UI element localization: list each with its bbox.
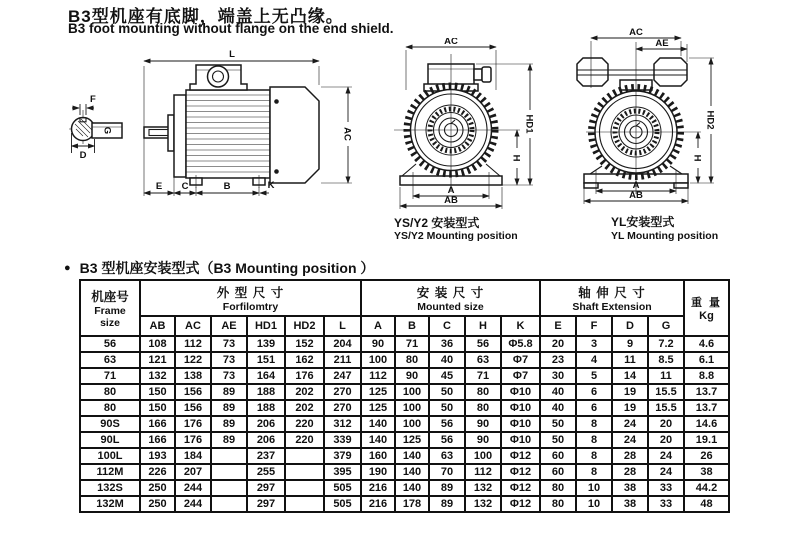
frame-cell: 80 [80, 400, 140, 416]
dim-cell: 140 [395, 448, 429, 464]
dim-cell: 11 [612, 352, 648, 368]
dim-cell: 505 [324, 480, 361, 496]
dim-cell [211, 448, 247, 464]
dim-cell: 220 [285, 416, 324, 432]
table-row [80, 336, 729, 352]
frame-size-header [80, 280, 140, 336]
group-mounted-zh: 安 装 尺 寸 [416, 286, 485, 300]
dim-cell: 150 [140, 384, 175, 400]
dim-cell: 63 [429, 448, 465, 464]
dim-cell: 33 [648, 496, 684, 512]
column-header-c: C [429, 316, 465, 336]
group-shaft-zh: 轴 伸 尺 寸 [578, 286, 646, 300]
column-header-f: F [576, 316, 612, 336]
dim-cell: 140 [395, 464, 429, 480]
dim-cell: 90 [361, 336, 395, 352]
dim-cell [211, 480, 247, 496]
column-header-l: L [324, 316, 361, 336]
dim-cell: 100 [395, 416, 429, 432]
dim-cell: 100 [361, 352, 395, 368]
dim-cell: 108 [140, 336, 175, 352]
dim-cell: 8.5 [648, 352, 684, 368]
dim-cell: 80 [465, 400, 501, 416]
dim-cell: Φ10 [501, 432, 540, 448]
dim-cell: 24 [612, 432, 648, 448]
dim-label-hd2: HD2 [704, 110, 716, 130]
dim-cell: 156 [175, 384, 211, 400]
dim-cell: 89 [211, 416, 247, 432]
dim-cell: 244 [175, 496, 211, 512]
dim-cell: 206 [247, 432, 285, 448]
dim-cell: 63 [465, 352, 501, 368]
kg-cell: 19.1 [684, 432, 729, 448]
dim-cell: 36 [429, 336, 465, 352]
frame-cell: 80 [80, 384, 140, 400]
dim-cell: 20 [648, 432, 684, 448]
spec-table [79, 279, 730, 513]
dim-cell: 204 [324, 336, 361, 352]
dim-cell: Φ7 [501, 352, 540, 368]
kg-cell: 38 [684, 464, 729, 480]
dim-cell: 6 [576, 384, 612, 400]
dim-cell: 226 [140, 464, 175, 480]
dim-cell: Φ12 [501, 464, 540, 480]
frame-header-en1: Frame [94, 305, 126, 317]
dim-cell: 132 [465, 480, 501, 496]
dim-cell: 184 [175, 448, 211, 464]
dim-cell: 89 [211, 400, 247, 416]
dim-label-b: B [223, 181, 231, 192]
dim-cell: 89 [211, 432, 247, 448]
group-header-shaft-extension [540, 280, 684, 316]
dim-cell: 45 [429, 368, 465, 384]
dim-cell: 8 [576, 416, 612, 432]
dim-cell: 8 [576, 464, 612, 480]
dim-cell: 56 [429, 416, 465, 432]
dim-cell: 33 [648, 480, 684, 496]
dim-label-g: G [101, 126, 113, 135]
dim-cell: 10 [576, 496, 612, 512]
frame-cell: 90L [80, 432, 140, 448]
table-row [80, 464, 729, 480]
kg-cell: 48 [684, 496, 729, 512]
dim-cell: 15.5 [648, 400, 684, 416]
dim-cell: 40 [540, 400, 576, 416]
dim-cell: 100 [395, 384, 429, 400]
frame-header-en2: size [100, 317, 120, 329]
frame-cell: 100L [80, 448, 140, 464]
dim-cell: Φ10 [501, 384, 540, 400]
dim-cell: 125 [361, 384, 395, 400]
kg-cell: 44.2 [684, 480, 729, 496]
dim-cell: 255 [247, 464, 285, 480]
dim-label-ac-side: AC [341, 127, 353, 141]
column-header-d: D [612, 316, 648, 336]
dim-cell: 339 [324, 432, 361, 448]
dim-cell: Φ10 [501, 400, 540, 416]
kg-cell: 4.6 [684, 336, 729, 352]
group-header-overall-dims [140, 280, 361, 316]
dim-cell: 20 [648, 416, 684, 432]
kg-cell: 8.8 [684, 368, 729, 384]
group-overall-en: Forfilomtry [222, 301, 279, 313]
yl-caption-en: YL Mounting position [611, 230, 719, 242]
weight-header [684, 280, 729, 336]
dim-cell: 89 [429, 496, 465, 512]
dim-cell: 206 [247, 416, 285, 432]
page-title-en: B3 foot mounting without flange on the end shield. [68, 21, 394, 36]
kg-cell: 26 [684, 448, 729, 464]
dim-cell [285, 464, 324, 480]
dim-cell: 166 [140, 432, 175, 448]
dim-cell: 297 [247, 480, 285, 496]
dim-cell [285, 496, 324, 512]
dim-cell: 140 [361, 416, 395, 432]
dim-cell: 190 [361, 464, 395, 480]
dim-cell: 10 [576, 480, 612, 496]
dim-cell: 211 [324, 352, 361, 368]
dim-cell: 7.2 [648, 336, 684, 352]
dim-cell [211, 496, 247, 512]
dim-cell: 139 [247, 336, 285, 352]
table-row [80, 448, 729, 464]
side-view-drawing [56, 38, 380, 252]
dim-cell: 90 [395, 368, 429, 384]
dim-cell: 207 [175, 464, 211, 480]
dim-cell: 89 [429, 480, 465, 496]
frame-cell: 112M [80, 464, 140, 480]
dim-label-c: C [181, 181, 189, 192]
dim-cell: 132 [465, 496, 501, 512]
dim-cell: 19 [612, 400, 648, 416]
table-row [80, 432, 729, 448]
dim-cell: 60 [540, 464, 576, 480]
dim-label-d: D [79, 150, 87, 161]
dim-cell: 30 [540, 368, 576, 384]
dim-cell: 270 [324, 400, 361, 416]
column-header-b: B [395, 316, 429, 336]
dim-cell: 80 [395, 352, 429, 368]
weight-header-zh: 重 量 [690, 297, 723, 309]
dim-cell: 188 [247, 384, 285, 400]
column-header-ab: AB [140, 316, 175, 336]
dim-cell: 50 [429, 384, 465, 400]
dim-cell [211, 464, 247, 480]
dim-cell: 23 [540, 352, 576, 368]
dim-cell: 237 [247, 448, 285, 464]
frame-header-zh: 机座号 [91, 290, 129, 304]
yl-caption-zh: YL安装型式 [611, 215, 675, 229]
section-heading [64, 258, 374, 278]
dim-cell: 162 [285, 352, 324, 368]
frame-cell: 63 [80, 352, 140, 368]
dim-cell: 40 [429, 352, 465, 368]
kg-cell: 13.7 [684, 384, 729, 400]
dim-cell: 9 [612, 336, 648, 352]
dim-cell: 38 [612, 480, 648, 496]
dim-cell: 125 [395, 432, 429, 448]
dim-cell: 90 [465, 432, 501, 448]
dim-cell: 14 [612, 368, 648, 384]
dim-cell: Φ7 [501, 368, 540, 384]
frame-cell: 132S [80, 480, 140, 496]
frame-cell: 132M [80, 496, 140, 512]
dim-cell: 56 [465, 336, 501, 352]
dim-cell: 24 [612, 416, 648, 432]
column-header-hd2: HD2 [285, 316, 324, 336]
page-title-zh: B3型机座有底脚，端盖上无凸缘。 [68, 7, 344, 26]
dim-label-ab-ys: AB [444, 195, 458, 206]
ys-front-view-drawing [380, 38, 560, 250]
dim-cell: 38 [612, 496, 648, 512]
column-header-g: G [648, 316, 684, 336]
dim-cell: 150 [140, 400, 175, 416]
table-row [80, 368, 729, 384]
group-header-mounted-size [361, 280, 540, 316]
dim-cell: 15.5 [648, 384, 684, 400]
dim-label-ac-ys: AC [444, 38, 458, 47]
dim-cell: 156 [175, 400, 211, 416]
dim-cell: 505 [324, 496, 361, 512]
dim-cell: 216 [361, 496, 395, 512]
group-overall-zh: 外 型 尺 寸 [216, 286, 285, 300]
dim-cell: 90 [465, 416, 501, 432]
dim-label-k: K [267, 180, 275, 191]
dim-cell: 60 [540, 448, 576, 464]
dim-cell: 73 [211, 368, 247, 384]
dim-cell: 80 [540, 496, 576, 512]
dim-cell: 202 [285, 400, 324, 416]
dim-cell: 24 [648, 448, 684, 464]
dim-cell: 8 [576, 432, 612, 448]
dim-cell: 244 [175, 480, 211, 496]
dim-cell: 50 [540, 432, 576, 448]
kg-cell: 13.7 [684, 400, 729, 416]
table-row [80, 480, 729, 496]
dim-cell: 19 [612, 384, 648, 400]
table-row [80, 416, 729, 432]
dim-label-l: L [229, 49, 235, 60]
dim-cell: 220 [285, 432, 324, 448]
dim-cell: 28 [612, 464, 648, 480]
dim-label-a-ys: A [447, 185, 455, 196]
table-row [80, 352, 729, 368]
dim-cell: 70 [429, 464, 465, 480]
dim-cell: 28 [612, 448, 648, 464]
column-header-hd1: HD1 [247, 316, 285, 336]
dim-cell: 247 [324, 368, 361, 384]
frame-cell: 56 [80, 336, 140, 352]
column-letter-row [80, 316, 729, 336]
ys-caption-zh: YS/Y2 安装型式 [394, 216, 480, 230]
dim-cell: 202 [285, 384, 324, 400]
dim-cell: 11 [648, 368, 684, 384]
dim-cell: 193 [140, 448, 175, 464]
dim-cell: 112 [175, 336, 211, 352]
dim-label-ab-yl: AB [629, 190, 643, 201]
dim-cell: 80 [465, 384, 501, 400]
dim-cell: 100 [465, 448, 501, 464]
dim-cell: Φ5.8 [501, 336, 540, 352]
kg-cell: 6.1 [684, 352, 729, 368]
dim-cell: 50 [429, 400, 465, 416]
dim-cell: Φ12 [501, 496, 540, 512]
dim-cell: 3 [576, 336, 612, 352]
dim-cell: 73 [211, 352, 247, 368]
dim-cell: 5 [576, 368, 612, 384]
dim-cell: 140 [361, 432, 395, 448]
dim-cell: 140 [395, 480, 429, 496]
dim-cell: 160 [361, 448, 395, 464]
dim-cell: 151 [247, 352, 285, 368]
dim-cell: Φ12 [501, 448, 540, 464]
dim-cell: 138 [175, 368, 211, 384]
dim-cell: 56 [429, 432, 465, 448]
dim-cell: 166 [140, 416, 175, 432]
dim-label-e: E [155, 181, 163, 192]
dim-cell: 121 [140, 352, 175, 368]
dim-label-h-yl: H [691, 154, 703, 162]
column-header-e: E [540, 316, 576, 336]
dim-cell: 297 [247, 496, 285, 512]
column-header-h: H [465, 316, 501, 336]
table-row [80, 496, 729, 512]
dim-cell: 8 [576, 448, 612, 464]
dim-cell: 40 [540, 384, 576, 400]
dim-cell: 395 [324, 464, 361, 480]
dim-cell: 176 [175, 432, 211, 448]
dim-cell: 20 [540, 336, 576, 352]
yl-front-view-drawing [556, 28, 760, 252]
group-header-row [80, 280, 729, 316]
dim-cell: 125 [361, 400, 395, 416]
dim-cell: 71 [395, 336, 429, 352]
group-shaft-en: Shaft Extension [572, 301, 652, 313]
dim-cell: 188 [247, 400, 285, 416]
dim-label-h-ys: H [510, 154, 522, 162]
dim-cell: 50 [540, 416, 576, 432]
frame-cell: 90S [80, 416, 140, 432]
dim-cell: 80 [540, 480, 576, 496]
dim-cell [285, 448, 324, 464]
column-header-ae: AE [211, 316, 247, 336]
dim-cell: Φ12 [501, 480, 540, 496]
table-row [80, 384, 729, 400]
dim-label-hd1: HD1 [523, 114, 535, 134]
dim-cell: Φ10 [501, 416, 540, 432]
dim-cell: 250 [140, 480, 175, 496]
group-mounted-en: Mounted size [417, 301, 484, 313]
frame-cell: 71 [80, 368, 140, 384]
dim-cell: 250 [140, 496, 175, 512]
bullet-icon: ● [64, 261, 71, 274]
dim-cell: 176 [175, 416, 211, 432]
dim-label-f: F [90, 94, 96, 105]
column-header-ac: AC [175, 316, 211, 336]
spec-table-body [80, 336, 729, 512]
dim-cell: 112 [465, 464, 501, 480]
dim-label-ae: AE [655, 38, 669, 49]
column-header-a: A [361, 316, 395, 336]
dim-cell: 73 [211, 336, 247, 352]
dim-cell: 4 [576, 352, 612, 368]
dim-cell: 270 [324, 384, 361, 400]
dim-cell: 71 [465, 368, 501, 384]
section-heading-text: B3 型机座安装型式（B3 Mounting position ） [79, 260, 375, 276]
kg-cell: 14.6 [684, 416, 729, 432]
ys-caption-en: YS/Y2 Mounting position [394, 230, 518, 242]
table-row [80, 400, 729, 416]
dim-cell: 132 [140, 368, 175, 384]
dim-cell: 24 [648, 464, 684, 480]
dim-cell: 178 [395, 496, 429, 512]
dim-cell: 112 [361, 368, 395, 384]
dim-cell: 312 [324, 416, 361, 432]
dim-cell: 164 [247, 368, 285, 384]
dim-label-a-yl: A [632, 180, 640, 191]
dim-cell: 176 [285, 368, 324, 384]
dim-label-ac-yl: AC [629, 28, 643, 38]
column-header-k: K [501, 316, 540, 336]
dim-cell: 152 [285, 336, 324, 352]
dim-cell: 122 [175, 352, 211, 368]
dim-cell: 379 [324, 448, 361, 464]
dim-cell: 89 [211, 384, 247, 400]
dim-cell: 216 [361, 480, 395, 496]
dim-cell: 6 [576, 400, 612, 416]
weight-header-en: Kg [699, 310, 714, 322]
dim-cell [285, 480, 324, 496]
dim-cell: 100 [395, 400, 429, 416]
